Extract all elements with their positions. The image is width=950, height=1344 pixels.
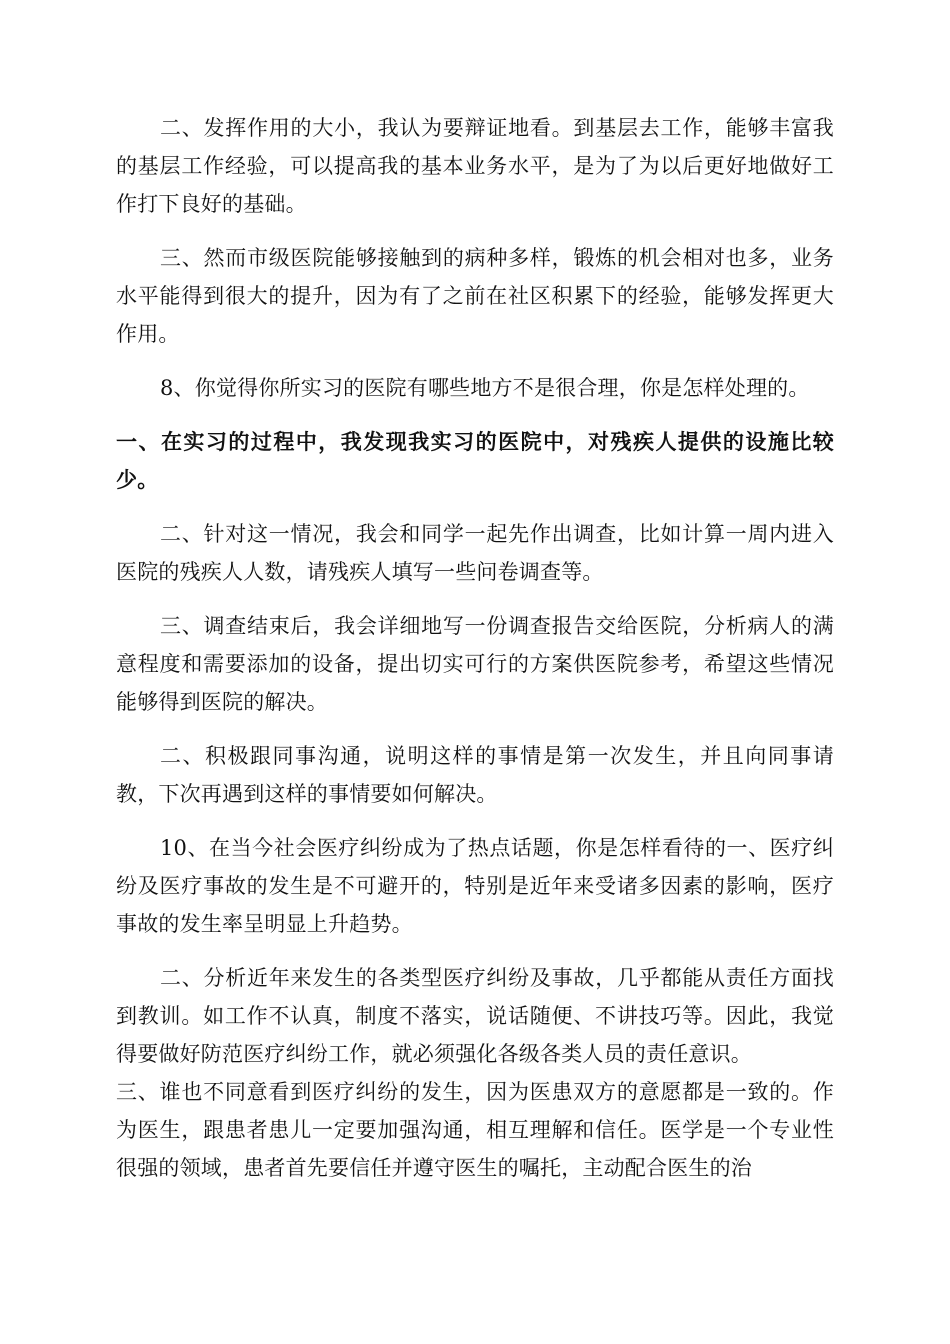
document-body [116,109,834,1187]
question-10: 10、在当今社会医疗纠纷成为了热点话题，你是怎样看待的一、医疗纠纷及医疗事故的发生是不可避开的，特别是近年来受诸多因素的影响，医疗事故的发生率呈明显上升趋势。 [116,836,834,936]
paragraph-communicate-colleagues: 二、积极跟同事沟通，说明这样的事情是第一次发生，并且向同事请教，下次再遇到这样的事情要如何解决。 [116,744,834,806]
answer-10-point-3: 三、谁也不同意看到医疗纠纷的发生，因为医患双方的意愿都是一致的。作为医生，跟患者患儿一定要加强沟通，相互理解和信任。医学是一个专业性很强的领域，患者首先要信任并遵守医生的嘱托，主动配合医生的治 [116,1080,834,1180]
paragraph-city-hospital: 三、然而市级医院能够接触到的病种多样，锻炼的机会相对也多，业务水平能得到很大的提升，因为有了之前在社区积累下的经验，能够发挥更大作用。 [116,246,834,346]
answer-10-point-2: 二、分析近年来发生的各类型医疗纠纷及事故，几乎都能从责任方面找到教训。如工作不认真，制度不落实，说话随便、不讲技巧等。因此，我觉得要做好防范医疗纠纷工作，就必须强化各级各类人员的责任意识。 [116,966,834,1066]
answer-8-point-1: 一、在实习的过程中，我发现我实习的医院中，对残疾人提供的设施比较少。 [116,430,834,492]
question-8: 8、你觉得你所实习的医院有哪些地方不是很合理，你是怎样处理的。 [160,376,810,400]
answer-8-point-2: 二、针对这一情况，我会和同学一起先作出调查，比如计算一周内进入医院的残疾人人数，请残疾人填写一些问卷调查等。 [116,522,834,584]
paragraph-role-size: 二、发挥作用的大小，我认为要辩证地看。到基层去工作，能够丰富我的基层工作经验，可以提高我的基本业务水平，是为了为以后更好地做好工作打下良好的基础。 [116,116,834,216]
answer-8-point-3: 三、调查结束后，我会详细地写一份调查报告交给医院，分析病人的满意程度和需要添加的设备，提出切实可行的方案供医院参考，希望这些情况能够得到医院的解决。 [116,614,834,714]
